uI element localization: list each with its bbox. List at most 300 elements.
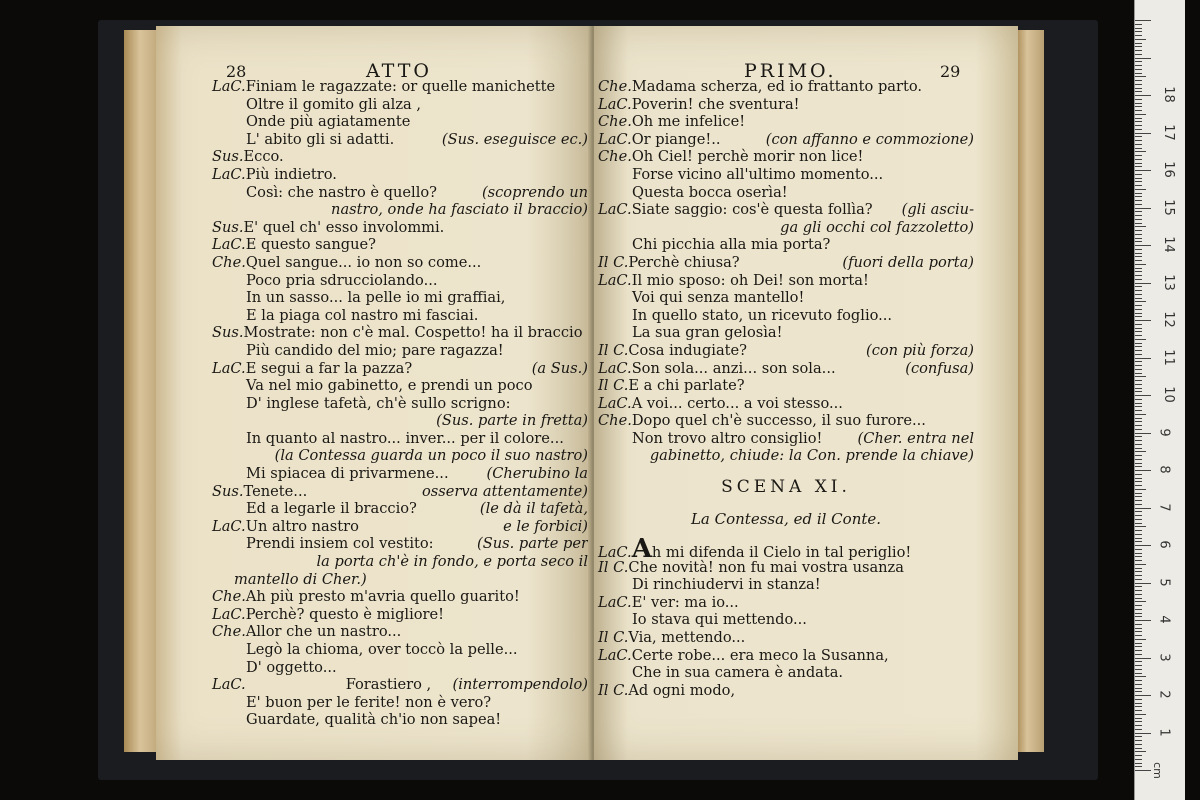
verse-text: Ad ogni modo,: [628, 681, 736, 699]
stage-direction: (confusa): [905, 359, 974, 377]
ruler-tick: [1135, 65, 1142, 66]
verse-text: Via, mettendo...: [628, 629, 746, 647]
text-line: [598, 219, 974, 237]
ruler-tick: [1135, 620, 1151, 621]
speaker-label: LaC.: [598, 95, 632, 113]
ruler-tick: [1135, 31, 1142, 32]
ruler-tick: [1135, 200, 1142, 201]
text-line: [598, 272, 974, 290]
text-line: [598, 307, 974, 325]
ruler-tick: [1135, 643, 1142, 644]
stage-direction: la porta ch'è in fondo, e porta seco il: [316, 553, 588, 571]
ruler-tick: [1135, 279, 1142, 280]
verse-text: Oh me infelice!: [631, 113, 746, 131]
speaker-label: LaC.: [598, 593, 632, 611]
ruler-tick: [1135, 155, 1142, 156]
speaker-label: Che.: [212, 253, 246, 271]
left-page: [156, 26, 592, 760]
ruler-number: 14: [1160, 236, 1176, 253]
ruler-tick: [1135, 553, 1142, 554]
verse-text: In un sasso... la pelle io mi graffiai,: [246, 289, 506, 307]
ruler-number: 1: [1156, 727, 1172, 737]
verse-text: Finiam le ragazzate: or quelle manichette: [245, 78, 556, 95]
ruler-tick: [1135, 358, 1151, 359]
speaker-label: LaC.: [212, 359, 246, 377]
speaker-label: LaC.: [212, 236, 246, 254]
ruler-tick: [1135, 624, 1142, 625]
text-line: [212, 96, 588, 114]
speaker-label: LaC.: [212, 78, 246, 95]
verse-text: In quello stato, un ricevuto foglio...: [632, 306, 893, 324]
ruler-tick: [1135, 583, 1151, 584]
verse-text: Poco pria sdrucciolando...: [246, 271, 438, 289]
text-line: [212, 430, 588, 448]
verse-text: Che in sua camera è andata.: [632, 664, 844, 682]
stage-direction: (Sus. parte in fretta): [436, 412, 588, 430]
ruler-number: 13: [1160, 273, 1176, 291]
ruler-number: 5: [1156, 577, 1172, 587]
ruler-number: 9: [1156, 427, 1172, 437]
ruler-tick: [1135, 283, 1151, 284]
scene-title: SCENA XI.: [721, 477, 851, 498]
text-line: [598, 148, 974, 166]
ruler-tick: [1135, 39, 1146, 40]
text-line: [598, 254, 974, 272]
text-line: [212, 588, 588, 606]
text-line: [212, 483, 588, 501]
verse-text: L' abito gli si adatti.: [246, 130, 395, 148]
ruler-tick: [1135, 253, 1142, 254]
ruler-tick: [1135, 601, 1146, 602]
ruler-tick: [1135, 114, 1146, 115]
speaker-label: LaC.: [598, 271, 632, 289]
ruler-tick: [1135, 534, 1142, 535]
ruler-tick: [1135, 703, 1142, 704]
ruler-tick: [1135, 324, 1142, 325]
page-number: 28: [226, 62, 247, 81]
ruler-tick: [1135, 425, 1142, 426]
ruler-tick: [1135, 46, 1142, 47]
text-line: [212, 465, 588, 483]
ruler-number: 16: [1160, 161, 1176, 178]
speaker-label: Sus.: [212, 482, 244, 500]
ruler-tick: [1135, 226, 1146, 227]
ruler-tick: [1135, 763, 1142, 764]
text-line: [598, 682, 974, 700]
ruler-tick: [1135, 579, 1142, 580]
ruler-tick: [1135, 639, 1146, 640]
text-line: [212, 606, 588, 624]
ruler-tick: [1135, 493, 1142, 494]
ruler-tick: [1135, 230, 1142, 231]
ruler-tick: [1135, 770, 1151, 771]
speaker-label: Che.: [598, 148, 632, 166]
verse-text: Perchè chiusa?: [628, 253, 740, 271]
ruler-tick: [1135, 129, 1142, 130]
text-line: [212, 166, 588, 184]
text-line: [598, 96, 974, 114]
verse-text: Legò la chioma, over toccò la pelle...: [246, 641, 518, 658]
ruler-tick: [1135, 665, 1142, 666]
ruler-tick: [1135, 736, 1142, 737]
text-line: [212, 113, 588, 131]
ruler-number: 8: [1156, 465, 1172, 474]
speaker-label: LaC.: [598, 201, 632, 219]
stage-direction: (Cher. entra nel: [857, 429, 974, 447]
verse-text: Ah più presto m'avria quello guarito!: [245, 588, 520, 606]
text-line: [212, 412, 588, 430]
verse-text: Va nel mio gabinetto, e prendi un poco: [246, 377, 533, 395]
ruler-tick: [1135, 361, 1142, 362]
stage-direction: (interrompendolo): [452, 676, 588, 694]
text-line: [212, 500, 588, 518]
ruler-number: 17: [1160, 123, 1176, 141]
ruler-tick: [1135, 755, 1142, 756]
verse-text: Più candido del mio; pare ragazza!: [246, 341, 504, 359]
text-line: [212, 272, 588, 290]
ruler-tick: [1135, 433, 1151, 434]
ruler-tick: [1135, 84, 1142, 85]
ruler-tick: [1135, 436, 1142, 437]
verse-text: Oh Ciel! perchè morir non lice!: [631, 148, 864, 166]
ruler-tick: [1135, 309, 1142, 310]
verse-text: Più indietro.: [245, 165, 337, 183]
verse-text: Siate saggio: cos'è questa follìa?: [631, 201, 873, 219]
text-line: [598, 447, 974, 465]
speaker-label: LaC.: [212, 676, 246, 694]
stage-direction: nastro, onde ha fasciato il braccio): [331, 201, 588, 219]
text-line: [598, 629, 974, 647]
verse-text: E questo sangue?: [245, 236, 376, 254]
ruler-tick: [1135, 163, 1142, 164]
verse-text: Mi spiacea di privarmene...: [246, 465, 449, 483]
ruler-tick: [1135, 399, 1142, 400]
ruler-number: 11: [1160, 348, 1176, 366]
verse-text: Il mio sposo: oh Dei! son morta!: [631, 271, 869, 289]
ruler-tick: [1135, 744, 1142, 745]
ruler-tick: [1135, 301, 1146, 302]
verse-text: Io stava qui mettendo...: [632, 611, 807, 629]
ruler-tick: [1135, 346, 1142, 347]
stage-direction: ga gli occhi col fazzoletto): [780, 218, 974, 236]
ruler-tick: [1135, 500, 1142, 501]
text-line: [212, 518, 588, 536]
ruler-tick: [1135, 699, 1142, 700]
verse-text: E a chi parlate?: [628, 377, 745, 395]
ruler-tick: [1135, 35, 1142, 36]
stage-direction: (a Sus.): [531, 359, 588, 377]
verse-text: Che novità! non fu mai vostra usanza: [628, 558, 904, 576]
text-line: [212, 395, 588, 413]
verse-text: Un altro nastro: [245, 517, 359, 535]
verse-text: Tenete...: [243, 482, 308, 500]
ruler-tick: [1135, 691, 1142, 692]
ruler-tick: [1135, 549, 1142, 550]
verse-text: In quanto al nastro... inver... per il colore...: [246, 429, 564, 447]
ruler-tick: [1135, 268, 1142, 269]
page-number: 29: [940, 62, 961, 81]
ruler-tick: [1135, 91, 1142, 92]
ruler-tick: [1135, 706, 1142, 707]
ruler-tick: [1135, 339, 1146, 340]
text-line: [598, 360, 974, 378]
verse-text: D' inglese tafetà, ch'è sullo scrigno:: [246, 394, 511, 412]
verse-text: Mostrate: non c'è mal. Cospetto! ha il braccio: [243, 324, 583, 342]
ruler-tick: [1135, 50, 1142, 51]
ruler-tick: [1135, 106, 1142, 107]
ruler-tick: [1135, 125, 1142, 126]
ruler-tick: [1135, 148, 1142, 149]
ruler-tick: [1135, 196, 1142, 197]
ruler-tick: [1135, 646, 1142, 647]
ruler-tick: [1135, 28, 1142, 29]
verse-text: mantello di Cher.): [234, 570, 367, 588]
text-line: [598, 534, 974, 565]
verse-text: Ecco.: [243, 148, 284, 166]
scene-subtitle: La Contessa, ed il Conte.: [690, 510, 882, 529]
ruler-tick: [1135, 410, 1142, 411]
speaker-label: Il C.: [598, 341, 629, 359]
text-line: [212, 641, 588, 659]
ruler-tick: [1135, 208, 1151, 209]
text-line: [212, 148, 588, 166]
text-line: [598, 559, 974, 577]
ruler-tick: [1135, 151, 1146, 152]
verse-text: Non trovo altro consiglio!: [632, 429, 823, 447]
text-line: [598, 201, 974, 219]
ruler-tick: [1135, 680, 1142, 681]
ruler-tick: [1135, 76, 1146, 77]
ruler-tick: [1135, 376, 1146, 377]
verse-text: Chi picchia alla mia porta?: [632, 236, 831, 254]
ruler-number: 18: [1160, 86, 1176, 103]
speaker-label: LaC.: [598, 646, 632, 664]
ruler-tick: [1135, 73, 1142, 74]
ruler-tick: [1135, 95, 1151, 96]
ruler-tick: [1135, 421, 1142, 422]
text-line: [598, 576, 974, 594]
text-line: [212, 535, 588, 553]
ruler-tick: [1135, 331, 1142, 332]
ruler-number: 3: [1156, 652, 1172, 662]
ruler-tick: [1135, 99, 1142, 100]
verse-text: Così: che nastro è quello?: [246, 183, 437, 201]
ruler-tick: [1135, 384, 1142, 385]
ruler-tick: [1135, 271, 1142, 272]
ruler-tick: [1135, 144, 1142, 145]
ruler-tick: [1135, 669, 1142, 670]
ruler-tick: [1135, 133, 1151, 134]
ruler-tick: [1135, 328, 1142, 329]
stage-direction: (Cherubino la: [486, 465, 588, 483]
ruler-tick: [1135, 729, 1142, 730]
text-line: [212, 694, 588, 712]
ruler-tick: [1135, 714, 1146, 715]
ruler-tick: [1135, 654, 1142, 655]
ruler-tick: [1135, 695, 1151, 696]
ruler-tick: [1135, 178, 1142, 179]
text-line: [598, 131, 974, 149]
speaker-label: Il C.: [598, 629, 629, 647]
speaker-label: LaC.: [212, 517, 246, 535]
text-line: [212, 254, 588, 272]
left-page-text: [212, 78, 588, 729]
ruler-tick: [1135, 616, 1142, 617]
ruler-tick: [1135, 485, 1142, 486]
verse-text: La sua gran gelosìa!: [632, 324, 783, 342]
ruler-tick: [1135, 530, 1142, 531]
ruler-number: 4: [1156, 615, 1172, 624]
ruler-tick: [1135, 58, 1151, 59]
ruler-tick: [1135, 478, 1142, 479]
ruler-tick: [1135, 661, 1142, 662]
ruler-tick: [1135, 418, 1142, 419]
speaker-label: LaC.: [598, 394, 632, 412]
speaker-label: LaC.: [212, 605, 246, 623]
ruler-number: 15: [1160, 198, 1176, 216]
drop-cap: A: [631, 534, 652, 565]
ruler-tick: [1135, 316, 1142, 317]
ruler-tick: [1135, 759, 1142, 760]
stage-direction: (Sus. eseguisce ec.): [441, 130, 588, 148]
ruler-tick: [1135, 305, 1142, 306]
verse-text: E' buon per le ferite! non è vero?: [246, 693, 492, 711]
ruler-tick: [1135, 388, 1142, 389]
verse-text: Poverin! che sventura!: [631, 95, 800, 113]
text-line: [212, 377, 588, 395]
text-line: [212, 324, 588, 342]
text-line: [212, 131, 588, 149]
ruler-tick: [1135, 290, 1142, 291]
ruler-tick: [1135, 519, 1142, 520]
text-line: [598, 342, 974, 360]
verse-text: Allor che un nastro...: [245, 623, 402, 641]
ruler-tick: [1135, 185, 1142, 186]
text-line: [212, 553, 588, 571]
verse-text: E segui a far la pazza?: [245, 359, 413, 377]
text-line: [598, 664, 974, 682]
ruler-tick: [1135, 609, 1142, 610]
stage-direction: (scoprendo un: [481, 183, 588, 201]
text-line: [212, 676, 588, 694]
stage-direction: gabinetto, chiude: la Con. prende la chiave): [649, 447, 974, 465]
ruler-tick: [1135, 650, 1142, 651]
text-line: [212, 623, 588, 641]
ruler-tick: [1135, 20, 1151, 21]
ruler-tick: [1135, 688, 1142, 689]
ruler-tick: [1135, 260, 1142, 261]
ruler-tick: [1135, 204, 1142, 205]
ruler-tick: [1135, 373, 1142, 374]
stage-direction: (la Contessa guarda un poco il suo nastro): [274, 447, 588, 465]
running-head-title: ATTO: [366, 60, 432, 82]
ruler-tick: [1135, 166, 1142, 167]
text-line: [598, 184, 974, 202]
text-line: [598, 647, 974, 665]
speaker-label: Sus.: [212, 148, 244, 166]
speaker-label: Che.: [212, 588, 246, 606]
text-line: [598, 289, 974, 307]
text-line: [212, 360, 588, 378]
ruler-tick: [1135, 721, 1142, 722]
ruler-tick: [1135, 69, 1142, 70]
ruler-tick: [1135, 54, 1142, 55]
ruler-number: 10: [1160, 386, 1176, 403]
ruler-tick: [1135, 365, 1142, 366]
verse-text: Certe robe... era meco la Susanna,: [631, 646, 889, 664]
ruler-tick: [1135, 684, 1142, 685]
ruler-tick: [1135, 451, 1146, 452]
ruler-tick: [1135, 103, 1142, 104]
ruler-tick: [1135, 320, 1151, 321]
ruler-tick: [1135, 189, 1146, 190]
ruler-tick: [1135, 181, 1142, 182]
ruler-tick: [1135, 343, 1142, 344]
ruler-tick: [1135, 440, 1142, 441]
ruler-tick: [1135, 234, 1142, 235]
verse-text: Prendi insiem col vestito:: [246, 535, 434, 553]
stage-direction: (con affanno e commozione): [765, 130, 974, 148]
ruler-tick: [1135, 455, 1142, 456]
ruler-tick: [1135, 136, 1142, 137]
speaker-label: LaC.: [598, 359, 632, 377]
ruler-tick: [1135, 463, 1142, 464]
ruler-tick: [1135, 174, 1142, 175]
ruler-tick: [1135, 489, 1146, 490]
ruler-tick: [1135, 523, 1142, 524]
ruler-tick: [1135, 515, 1142, 516]
ruler-tick: [1135, 733, 1151, 734]
ruler-tick: [1135, 628, 1142, 629]
stage-direction: (le dà il tafetà,: [479, 500, 588, 518]
text-line: [212, 184, 588, 202]
ruler-tick: [1135, 110, 1142, 111]
ruler-tick: [1135, 613, 1142, 614]
ruler-tick: [1135, 470, 1151, 471]
verse-text: Voi qui senza mantello!: [632, 289, 805, 307]
ruler-tick: [1135, 481, 1142, 482]
verse-text: E' quel ch' esso involommi.: [243, 218, 445, 236]
ruler-tick: [1135, 564, 1146, 565]
speaker-label: Sus.: [212, 218, 244, 236]
ruler-tick: [1135, 350, 1142, 351]
ruler-tick: [1135, 748, 1142, 749]
ruler-tick: [1135, 241, 1142, 242]
text-line: [598, 166, 974, 184]
ruler-tick: [1135, 725, 1142, 726]
ruler-tick: [1135, 590, 1142, 591]
ruler-tick: [1135, 511, 1142, 512]
ruler-tick: [1135, 354, 1142, 355]
ruler-tick: [1135, 80, 1142, 81]
text-line: [212, 219, 588, 237]
text-line: [598, 236, 974, 254]
ruler-tick: [1135, 545, 1151, 546]
ruler-tick: [1135, 391, 1142, 392]
ruler-tick: [1135, 658, 1151, 659]
ruler-tick: [1135, 459, 1142, 460]
ruler-tick: [1135, 403, 1142, 404]
text-line: [598, 412, 974, 430]
ruler-tick: [1135, 571, 1142, 572]
speaker-label: Che.: [598, 412, 632, 430]
ruler-tick: [1135, 496, 1142, 497]
ruler-tick: [1135, 249, 1142, 250]
ruler-tick: [1135, 380, 1142, 381]
verse-text: Ed a legarle il braccio?: [246, 500, 417, 518]
verse-text: D' oggetto...: [246, 658, 337, 676]
ruler-tick: [1135, 118, 1142, 119]
